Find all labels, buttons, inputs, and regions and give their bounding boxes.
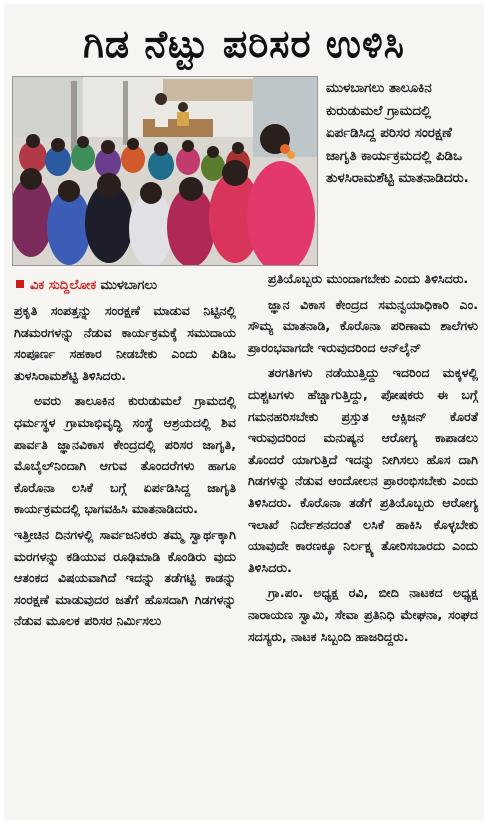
article-paragraph: ಗ್ರಾ.ಪಂ. ಅಧ್ಯಕ್ಷ ರವಿ, ಬೀದಿ ನಾಟಕದ ಅಧ್ಯಕ್ಷ ನಾರಾಯಣ ಸ್ವಾಮಿ, ಸೇವಾ ಪ್ರತಿನಿಧಿ ಮೇಘನಾ, ಸಂಘದ ಸದಸ್ಯರು, ನಾಟಕ ಸಿಬ್ಬಂದಿ ಹಾಜರಿದ್ದರು. [248,585,478,644]
article-paragraph: ಪ್ರಕೃತಿ ಸಂಪತ್ತನ್ನು ಸಂರಕ್ಷಣೆ ಮಾಡುವ ನಿಟ್ಟಿನಲ್ಲಿ ಗಿಡಮರಗಳನ್ನು ನೆಡುವ ಕಾರ್ಯಕ್ರಮಕ್ಕೆ ಸಮುದಾಯ ಸಂಪೂರ್ಣ ಸಹಕಾರ ನೀಡಬೇಕು ಎಂದು ಪಿಡಿಒ ತುಳಸಿರಾಮಶೆಟ್ಟಿ ತಿಳಿಸಿದರು. [14,303,236,383]
article-paragraph: ಜ್ಞಾನ ವಿಕಾಸ ಕೇಂದ್ರದ ಸಮನ್ವಯಾಧಿಕಾರಿ ಎಂ. ಸೌಮ್ಯ ಮಾತನಾಡಿ, ಕೊರೊನಾ ಪರಿಣಾಮ ಶಾಲೆಗಳು ಪ್ರಾರಂಭವಾಗದೇ ಇರುವುದರಿಂದ ಆನ್‌ಲೈನ್ [248,296,478,355]
photo-caption [326,78,478,191]
dateline-source: ವಿಕ ಸುದ್ದಿಲೋಕ [30,278,97,293]
dateline-place: ಮುಳಬಾಗಲು [100,278,157,293]
headline: ಗಿಡ ನೆಟ್ಟು ಪರಿಸರ ಉಳಿಸಿ [83,22,405,66]
red-square-bullet-icon [16,280,24,288]
article-paragraph: ಪ್ರತಿಯೊಬ್ಬರು ಮುಂದಾಗಬೇಕು ಎಂದು ತಿಳಿಸಿದರು. [268,271,469,286]
article-paragraph: ಅವರು ತಾಲೂಕಿನ ಕುರುಡುಮಲೆ ಗ್ರಾಮದಲ್ಲಿ ಧರ್ಮಸ್ಥಳ ಗ್ರಾಮಾಭಿವೃದ್ಧಿ ಸಂಸ್ಥೆ ಆಶ್ರಯದಲ್ಲಿ ಶಿವ ಪಾರ್ವತಿ ಜ್ಞಾನವಿಕಾಸ ಕೇಂದ್ರದಲ್ಲಿ ಪರಿಸರ ಜಾಗೃತಿ, ಮೊಬೈಲ್‌ನಿಂದಾಗಿ ಆಗುವ ತೊಂದರೆಗಳು ಹಾಗೂ ಕೊರೊನಾ ಲಸಿಕೆ ಬಗ್ಗೆ ಏರ್ಪಡಿಸಿದ್ದ ಜಾಗೃತಿ ಕಾರ್ಯಕ್ರಮದಲ್ಲಿ ಭಾಗವಹಿಸಿ ಮಾತನಾಡಿದರು. [14,393,236,517]
article-paragraph: ತರಗತಿಗಳು ನಡೆಯುತ್ತಿದ್ದು ಇದರಿಂದ ಮಕ್ಕಳಲ್ಲಿ ದುಶ್ಚಟಗಳು ಹೆಚ್ಚಾಗುತ್ತಿದ್ದು, ಪೋಷಕರು ಈ ಬಗ್ಗೆ ಗಮನಹರಿಸಬೇಕು ಪ್ರಸ್ತುತ ಆಕ್ಸಿಜನ್ ಕೊರತೆ ಇರುವುದರಿಂದ ಮನುಷ್ಯನ ಆರೋಗ್ಯ ಕಾಪಾಡಲು ತೊಂದರೆ ಯಾಗುತ್ತಿದೆ ಇದನ್ನು ನೀಗಿಸಲು ಹೊಸ ದಾಗಿ ಗಿಡಗಳನ್ನು ನೆಡುವ ಆಂದೋಲನ ಪ್ರಾರಂಭಿಸಬೇಕು ಎಂದು ತಿಳಿಸಿದರು. ಕೊರೊನಾ ತಡೆಗೆ ಪ್ರತಿಯೊಬ್ಬರು ಆರೋಗ್ಯ ಇಲಾಖೆ ನಿರ್ದೇಶನದಂತೆ ಲಸಿಕೆ ಹಾಕಿಸಿ ಕೊಳ್ಳಬೇಕು ಯಾವುದೇ ಕಾರಣಕ್ಕೂ ನಿರ್ಲಕ್ಷ್ಯ ತೋರಿಸಬಾರದು ಎಂದು ತಿಳಿಸಿದರು. [248,365,478,575]
article-column-right [248,268,478,647]
event-photo-illustration [13,77,317,265]
article-column-left [14,300,236,632]
article-paragraph: ಇತ್ತೀಚಿನ ದಿನಗಳಲ್ಲಿ ಸಾರ್ವಜನಿಕರು ತಮ್ಮ ಸ್ವಾರ್ಥಕ್ಕಾಗಿ ಮರಗಳನ್ನು ಕಡಿಯುವ ರೂಢಿಮಾಡಿ ಕೊಂಡಿರು ವುದು ಆತಂಕದ ವಿಷಯವಾಗಿದೆ ಇದನ್ನು ತಡೆಗಟ್ಟಿ ಕಾಡನ್ನು ಸಂರಕ್ಷಣೆ ಮಾಡುವುದರ ಜತೆಗೆ ಹೊಸದಾಗಿ ಗಿಡಗಳನ್ನು ನೆಡುವ ಮೂಲಕ ಪರಿಸರ ನಿರ್ಮಿಸಲು [14,526,236,629]
event-photo [12,76,318,266]
newspaper-clipping [4,4,484,820]
photo-caption-text: ಮುಳಬಾಗಲು ತಾಲೂಕಿನ ಕುರುಡುಮಲೆ ಗ್ರಾಮದಲ್ಲಿ ಏರ್ಪಡಿಸಿದ್ದ ಪರಿಸರ ಸಂರಕ್ಷಣೆ ಜಾಗೃತಿ ಕಾರ್ಯಕ್ರಮದಲ್ಲಿ ಪಿಡಿಒ ತುಳಸಿರಾಮಶೆಟ್ಟಿ ಮಾತನಾಡಿದರು. [326,81,469,186]
dateline [16,276,157,296]
